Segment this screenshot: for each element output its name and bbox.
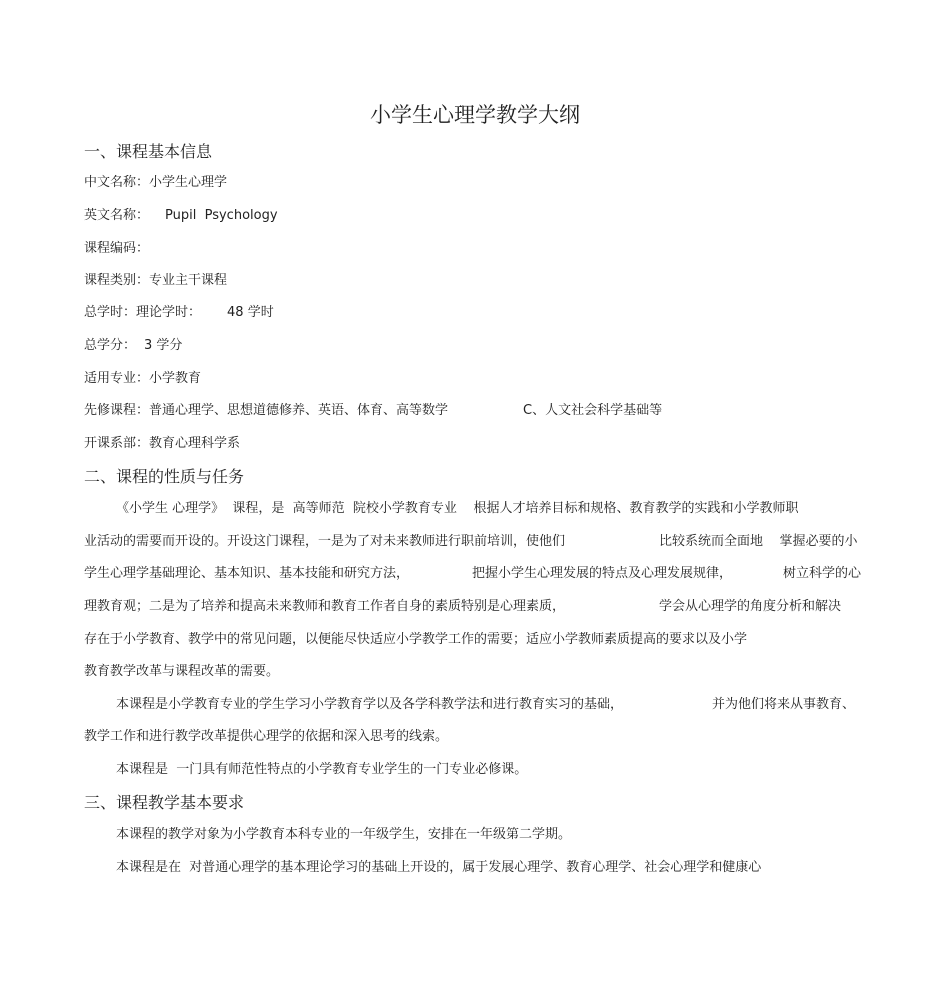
chinese-name-label: 中文名称：: [84, 175, 150, 190]
total-hours-row: [84, 303, 274, 323]
section-3-heading: 三、课程教学基本要求: [84, 793, 245, 812]
course-code-label: 课程编码：: [84, 241, 150, 256]
chinese-name-row: [84, 173, 227, 193]
course-category-row: [84, 271, 227, 291]
total-hours-label: 总学时：理论学时：: [84, 305, 202, 320]
applicable-major-row: [84, 369, 201, 389]
total-hours-value: 48 学时: [227, 305, 274, 320]
course-category-value: 专业主干课程: [149, 273, 228, 288]
section-3-p1: 本课程的教学对象为小学教育本科专业的一年级学生，安排在一年级第二学期。: [116, 827, 572, 842]
section-2-p1-line-2b: 比较系统而全面地 掌握必要的小: [659, 534, 858, 549]
section-2-p3: 本课程是 一门具有师范性特点的小学教育专业学生的一门专业必修课。: [116, 762, 528, 777]
english-name-label: 英文名称：: [84, 208, 150, 223]
applicable-major-label: 适用专业：: [84, 371, 150, 386]
applicable-major-value: 小学教育: [149, 371, 202, 386]
chinese-name-value: 小学生心理学: [149, 175, 228, 190]
section-2-p1-line-3c: 树立科学的心: [783, 566, 862, 581]
prerequisite-label: 先修课程：: [84, 403, 150, 418]
section-2-p1-line-4b: 学会从心理学的角度分析和解决: [659, 599, 842, 614]
prerequisite-value-a: 普通心理学、思想道德修养、英语、体育、高等数学: [149, 403, 449, 418]
document-title: 小学生心理学教学大纲: [370, 103, 580, 127]
english-name-row: [84, 206, 278, 226]
section-2-p2-line-1b: 并为他们将来从事教育、: [712, 697, 856, 712]
course-category-label: 课程类别：: [84, 273, 150, 288]
section-2-p1-line-2a: 业活动的需要而开设的。开设这门课程，一是为了对未来教师进行职前培训，使他们: [84, 534, 566, 549]
department-value: 教育心理科学系: [149, 436, 241, 451]
total-credits-value: 3 学分: [144, 338, 183, 353]
section-2-heading: 二、课程的性质与任务: [84, 467, 245, 486]
section-2-p1-line-1: 《小学生 心理学》 课程，是 高等师范 院校小学教育专业 根据人才培养目标和规格、教育教学的实践和小学教师职: [116, 501, 799, 516]
section-3-p2: 本课程是在 对普通心理学的基本理论学习的基础上开设的，属于发展心理学、教育心理学、社会心理学和健康心: [116, 860, 762, 875]
prerequisite-value-b: C、人文社会科学基础等: [523, 403, 663, 418]
section-2-p1-line-5: 存在于小学教育、教学中的常见问题，以便能尽快适应小学教学工作的需要；适应小学教师素质提高的要求以及小学: [84, 632, 748, 647]
section-2-p2-line-1a: 本课程是小学教育专业的学生学习小学教育学以及各学科教学法和进行教育实习的基础，: [116, 697, 624, 712]
english-name-value: Pupil Psychology: [165, 208, 278, 223]
section-2-p2-line-2: 教学工作和进行教学改革提供心理学的依据和深入思考的线索。: [84, 729, 449, 744]
prerequisite-row: [84, 401, 448, 421]
section-2-p1-line-6: 教育教学改革与课程改革的需要。: [84, 664, 280, 679]
total-credits-row: [84, 336, 182, 356]
section-2-p1-line-4a: 理教育观；二是为了培养和提高未来教师和教育工作者自身的素质特别是心理素质，: [84, 599, 566, 614]
total-credits-label: 总学分：: [84, 338, 137, 353]
department-row: [84, 434, 240, 454]
section-2-p1-line-3b: 把握小学生心理发展的特点及心理发展规律，: [472, 566, 733, 581]
department-label: 开课系部：: [84, 436, 150, 451]
section-1-heading: 一、课程基本信息: [84, 142, 213, 161]
course-code-row: [84, 239, 149, 259]
section-2-p1-line-3a: 学生心理学基础理论、基本知识、基本技能和研究方法，: [84, 566, 410, 581]
